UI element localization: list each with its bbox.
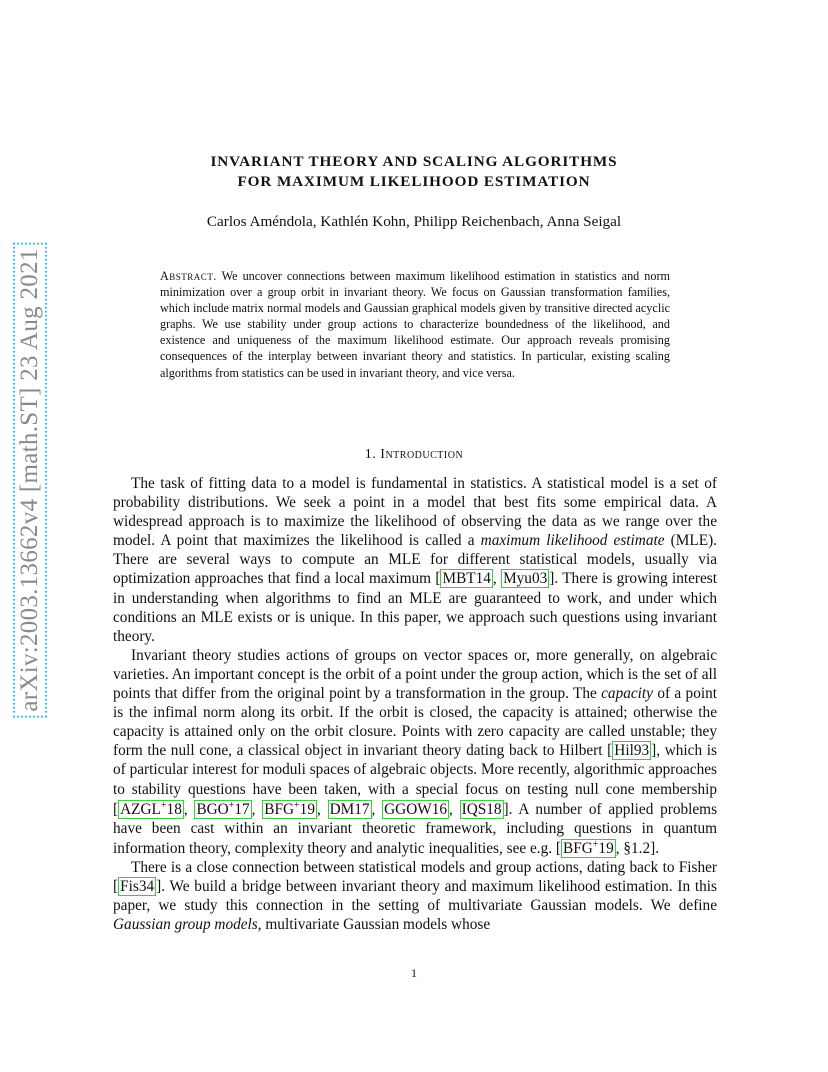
p2-emphasis: capacity: [601, 685, 653, 703]
page-number: 1: [411, 966, 417, 980]
p3-text-a: There is a close connection between statistical models and group actions, dating back to Fisher [: [113, 859, 717, 896]
citation-superscript: +: [592, 838, 599, 850]
p1-text-c: ]. There is growing interest in understanding when algorithms to find an MLE are guaranteed to work, and under which conditions an MLE exists or is unique. In this paper, we approach such questions using invariant theory.: [113, 570, 717, 645]
paragraph-3: [113, 858, 717, 934]
p1-text-a: The task of fitting data to a model is fundamental in statistics. A statistical model is a set of probability distributions. We seek a point in a model that best fits some empirical data. A widespread approach is to maximize the likelihood of observing the data as we range over the model. A point that maximizes the likelihood is called a: [113, 475, 717, 550]
abstract: [160, 268, 670, 381]
citation-link[interactable]: Myu03: [503, 570, 548, 588]
p1-text-b: (MLE). There are several ways to compute an MLE for different statistical models, usually via optimization approaches that find a local maximum [: [113, 532, 717, 588]
citation-link[interactable]: [561, 839, 616, 858]
paper-title-line-1: INVARIANT THEORY AND SCALING ALGORITHMS: [210, 153, 618, 170]
citation-link[interactable]: [194, 800, 251, 819]
citation-superscript: +: [294, 799, 300, 811]
body-text: [113, 474, 717, 934]
citation-link[interactable]: GGOW16: [384, 800, 447, 818]
citation-link[interactable]: [118, 800, 184, 819]
citation-year: 17: [234, 800, 250, 818]
paragraph-1: The task of fitting data to a model is fundamental in statistics. A statistical model is a set of probability distributions. We seek a point in a model that best fits some empirical data. A widespread approach is to maximize the likelihood of observing the data as we range over the model. A point that maximizes the likelihood is called a maximum likelihood estimate (MLE). There are several ways to compute an MLE for different statistical models, usually via optimization approaches that find a local maximum [ MBT14 , Myu03 ]. There is growing interest in understanding when algorithms to find an MLE are guaranteed to work, and under which conditions an MLE exists or is unique. In this paper, we approach such questions using invariant theory.: [113, 475, 717, 645]
p1-emphasis: maximum likelihood estimate: [480, 532, 665, 550]
p2-text-b: of a point is the infimal norm along its orbit. If the orbit is closed, the capacity is attained; otherwise the capacity is attained only on the orbit closure. Points with zero capacity are called unstable; they form the null cone, a classical object in invariant theory dating back to Hilbert [: [113, 685, 717, 760]
p2-text-a: Invariant theory studies actions of groups on vector spaces or, more generally, on algebraic varieties. An important concept is the orbit of a point under the group action, which is the set of all points that differ from the original point by a transformation in the group. The: [113, 646, 717, 703]
citation-superscript: +: [228, 799, 235, 811]
citation-link[interactable]: [262, 800, 317, 819]
p2-text-e: , §1.2].: [615, 839, 660, 857]
citation-link[interactable]: MBT14: [442, 570, 491, 588]
citation-link[interactable]: IQS18: [461, 800, 502, 818]
paper-title-line-2: FOR MAXIMUM LIKELIHOOD ESTIMATION: [237, 173, 591, 190]
citation-link[interactable]: Hil93: [614, 742, 650, 760]
p3-emphasis: Gaussian group models: [113, 916, 258, 934]
citation-year: 18: [166, 800, 182, 818]
p3-text-c: , multivariate Gaussian models whose: [257, 916, 491, 934]
citation-superscript: +: [160, 799, 167, 811]
citation-year: 19: [598, 839, 614, 857]
citation-key: AZGL: [120, 800, 161, 818]
abstract-text: We uncover connections between maximum likelihood estimation in statistics and norm minimization over a group orbit in invariant theory. We focus on Gaussian transformation families, which include matrix normal models and Gaussian graphical models given by transitive directed acyclic graphs. We use stability under group actions to characterize boundedness of the likelihood, and existence and uniqueness of the maximum likelihood estimate. Our approach reveals promising consequences of the interplay between invariant theory and statistics. In particular, existing scaling algorithms from statistics can be used in invariant theory, and vice versa.: [160, 269, 670, 380]
arxiv-identifier-stamp: [8, 238, 52, 722]
citation-link[interactable]: DM17: [329, 800, 370, 818]
arxiv-identifier-text: arXiv:2003.13662v4 [math.ST] 23 Aug 2021: [13, 242, 47, 717]
citation-key: BGO: [196, 800, 229, 818]
abstract-label: Abstract.: [160, 269, 217, 283]
citation-link[interactable]: Fis34: [120, 878, 155, 896]
p2-text-d: ]. A number of applied problems have been cast within an invariant theoretic framework, including questions in quantum information theory, complexity theory and analytic inequalities, see e.g. [: [113, 800, 718, 857]
citation-key: BFG: [563, 839, 593, 857]
p3-text-b: ]. We build a bridge between invariant theory and maximum likelihood estimation. In this paper, we study this connection in the setting of multivariate Gaussian models. We define: [113, 878, 717, 915]
author-list: Carlos Améndola, Kathlén Kohn, Philipp Reichenbach, Anna Seigal: [206, 213, 622, 230]
citation-year: 19: [299, 800, 315, 818]
section-heading: 1. Introduction: [364, 447, 464, 462]
citation-key: BFG: [264, 800, 295, 818]
p2-text-c: ], which is of particular interest for moduli spaces of algebraic objects. More recently, algorithmic approaches to stability questions have been taken, with a special focus on testing null cone membership [: [113, 742, 718, 818]
paragraph-2: Invariant theory studies actions of groups on vector spaces or, more generally, on algebraic varieties. An important concept is the orbit of a point under the group action, which is the set of all points that differ from the original point by a transformation in the group. The capacity of a point is the infimal norm along its orbit. If the orbit is closed, the capacity is attained; otherwise the capacity is attained only on the orbit closure. Points with zero capacity are called unstable; they form the null cone, a classical object in invariant theory dating back to Hilbert [ Hil93 ], which is of particular interest for moduli spaces of algebraic objects. More recently, algorithmic approaches to stability questions have been taken, with a special focus on testing null cone membership [ AZGL+18 , BGO+17 , BFG+19 , DM17 , GGOW16 , IQS18 ]. A number of applied problems have been cast within an invariant theoretic framework, including questions in quantum information theory, complexity theory and analytic inequalities, see e.g. [ BFG+19 , §1.2].: [113, 646, 718, 857]
